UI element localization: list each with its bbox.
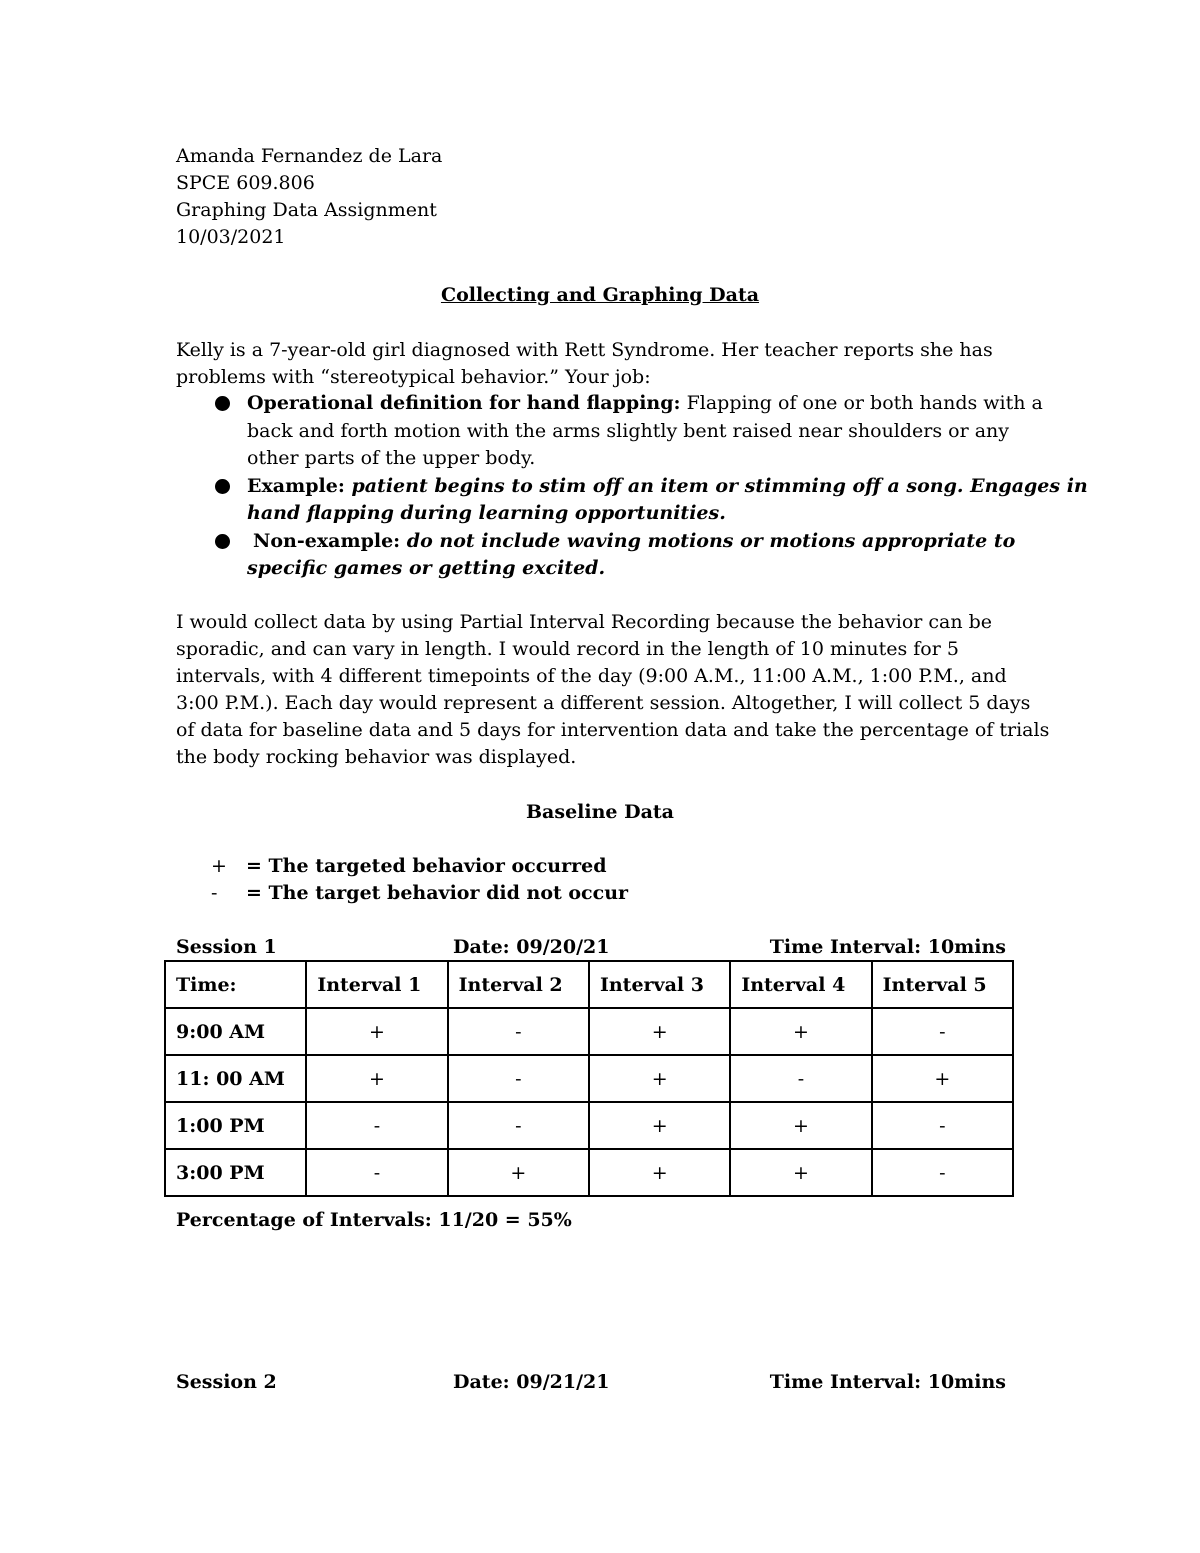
bullet-item-example (176, 473, 1088, 528)
time-cell: 3:00 PM (165, 1149, 306, 1196)
mark-cell: - (306, 1149, 447, 1196)
session-name: Session 1 (176, 936, 277, 958)
legend-symbol: + (211, 855, 227, 877)
table-header-cell: Interval 5 (872, 961, 1013, 1008)
method-line: I would collect data by using Partial Interval Recording because the behavior can be (176, 611, 993, 633)
table-row (165, 1149, 1013, 1196)
bullet-label: Non-example: (253, 529, 401, 552)
time-cell: 9:00 AM (165, 1008, 306, 1055)
table-header-cell: Interval 4 (730, 961, 871, 1008)
session-interval: Time Interval: 10mins (769, 1371, 1006, 1393)
bullet-text: patient begins to stim off an item or stimming off a song. Engages in (344, 474, 1088, 497)
bullet-text: other parts of the upper body. (247, 447, 536, 469)
mark-cell: + (730, 1008, 871, 1055)
time-cell: 11: 00 AM (165, 1055, 306, 1102)
intro-line: problems with “stereotypical behavior.” Your job: (176, 366, 651, 388)
mark-cell: + (306, 1008, 447, 1055)
method-paragraph (176, 609, 1050, 771)
session-date: Date: 09/21/21 (453, 1371, 610, 1393)
legend-symbol: - (211, 882, 218, 904)
bullet-dot-icon (215, 479, 230, 494)
baseline-heading: Baseline Data (526, 801, 674, 823)
mark-cell: - (448, 1008, 589, 1055)
course-code: SPCE 609.806 (176, 172, 315, 194)
session-date: Date: 09/20/21 (453, 936, 610, 958)
method-line: sporadic, and can vary in length. I would record in the length of 10 minutes for 5 (176, 638, 959, 660)
intro-line: Kelly is a 7-year-old girl diagnosed with Rett Syndrome. Her teacher reports she has (176, 339, 993, 361)
assignment-name: Graphing Data Assignment (176, 199, 437, 221)
session2-header (176, 1369, 1006, 1396)
bullet-text: back and forth motion with the arms slightly bent raised near shoulders or any (247, 419, 1010, 442)
document-title: Collecting and Graphing Data (440, 284, 760, 306)
bullet-label: Example: (247, 474, 345, 497)
mark-cell: + (589, 1055, 730, 1102)
bullet-item-definition (176, 390, 1043, 473)
table-header-cell: Interval 1 (306, 961, 447, 1008)
bullet-list (176, 390, 1088, 583)
table-header-cell: Interval 3 (589, 961, 730, 1008)
session-interval: Time Interval: 10mins (769, 936, 1006, 958)
author-name: Amanda Fernandez de Lara (176, 145, 443, 167)
session1-table (164, 960, 1014, 1197)
session-name: Session 2 (176, 1371, 277, 1393)
mark-cell: + (872, 1055, 1013, 1102)
mark-cell: + (730, 1102, 871, 1149)
mark-cell: + (730, 1149, 871, 1196)
table-row (165, 1055, 1013, 1102)
table-row (165, 1102, 1013, 1149)
mark-cell: - (730, 1055, 871, 1102)
method-line: intervals, with 4 different timepoints of the day (9:00 A.M., 11:00 A.M., 1:00 P.M., and (176, 665, 1007, 687)
table-header-row (165, 961, 1013, 1008)
bullet-text: hand flapping during learning opportunities. (247, 502, 726, 524)
session1-header (176, 934, 1006, 961)
percentage-of-intervals: Percentage of Intervals: 11/20 = 55% (176, 1209, 572, 1231)
table-header-cell: Interval 2 (448, 961, 589, 1008)
mark-cell: - (872, 1008, 1013, 1055)
mark-cell: + (589, 1102, 730, 1149)
bullet-text: Flapping of one or both hands with a (680, 392, 1043, 414)
mark-cell: - (448, 1102, 589, 1149)
bullet-text: do not include waving motions or motions appropriate to (400, 529, 1016, 552)
table-row (165, 1008, 1013, 1055)
mark-cell: + (589, 1149, 730, 1196)
method-line: 3:00 P.M.). Each day would represent a different session. Altogether, I will collect 5 days (176, 692, 1031, 714)
mark-cell: + (306, 1055, 447, 1102)
bullet-item-non-example (176, 528, 1036, 583)
mark-cell: + (589, 1008, 730, 1055)
bullet-text: specific games or getting excited. (247, 557, 606, 579)
intro-paragraph (176, 337, 1036, 391)
mark-cell: - (306, 1102, 447, 1149)
mark-cell: - (872, 1102, 1013, 1149)
header-date: 10/03/2021 (176, 226, 286, 248)
mark-cell: - (872, 1149, 1013, 1196)
bullet-dot-icon (215, 534, 230, 549)
bullet-dot-icon (215, 396, 230, 411)
bullet-label: Operational definition for hand flapping: (247, 392, 681, 414)
table-header-cell: Time: (165, 961, 306, 1008)
mark-cell: - (448, 1055, 589, 1102)
legend-text: = The target behavior did not occur (246, 882, 629, 904)
method-line: of data for baseline data and 5 days for intervention data and take the percentage of trials (176, 719, 1050, 741)
legend-text: = The targeted behavior occurred (246, 855, 607, 877)
method-line: the body rocking behavior was displayed. (176, 746, 577, 768)
time-cell: 1:00 PM (165, 1102, 306, 1149)
mark-cell: + (448, 1149, 589, 1196)
